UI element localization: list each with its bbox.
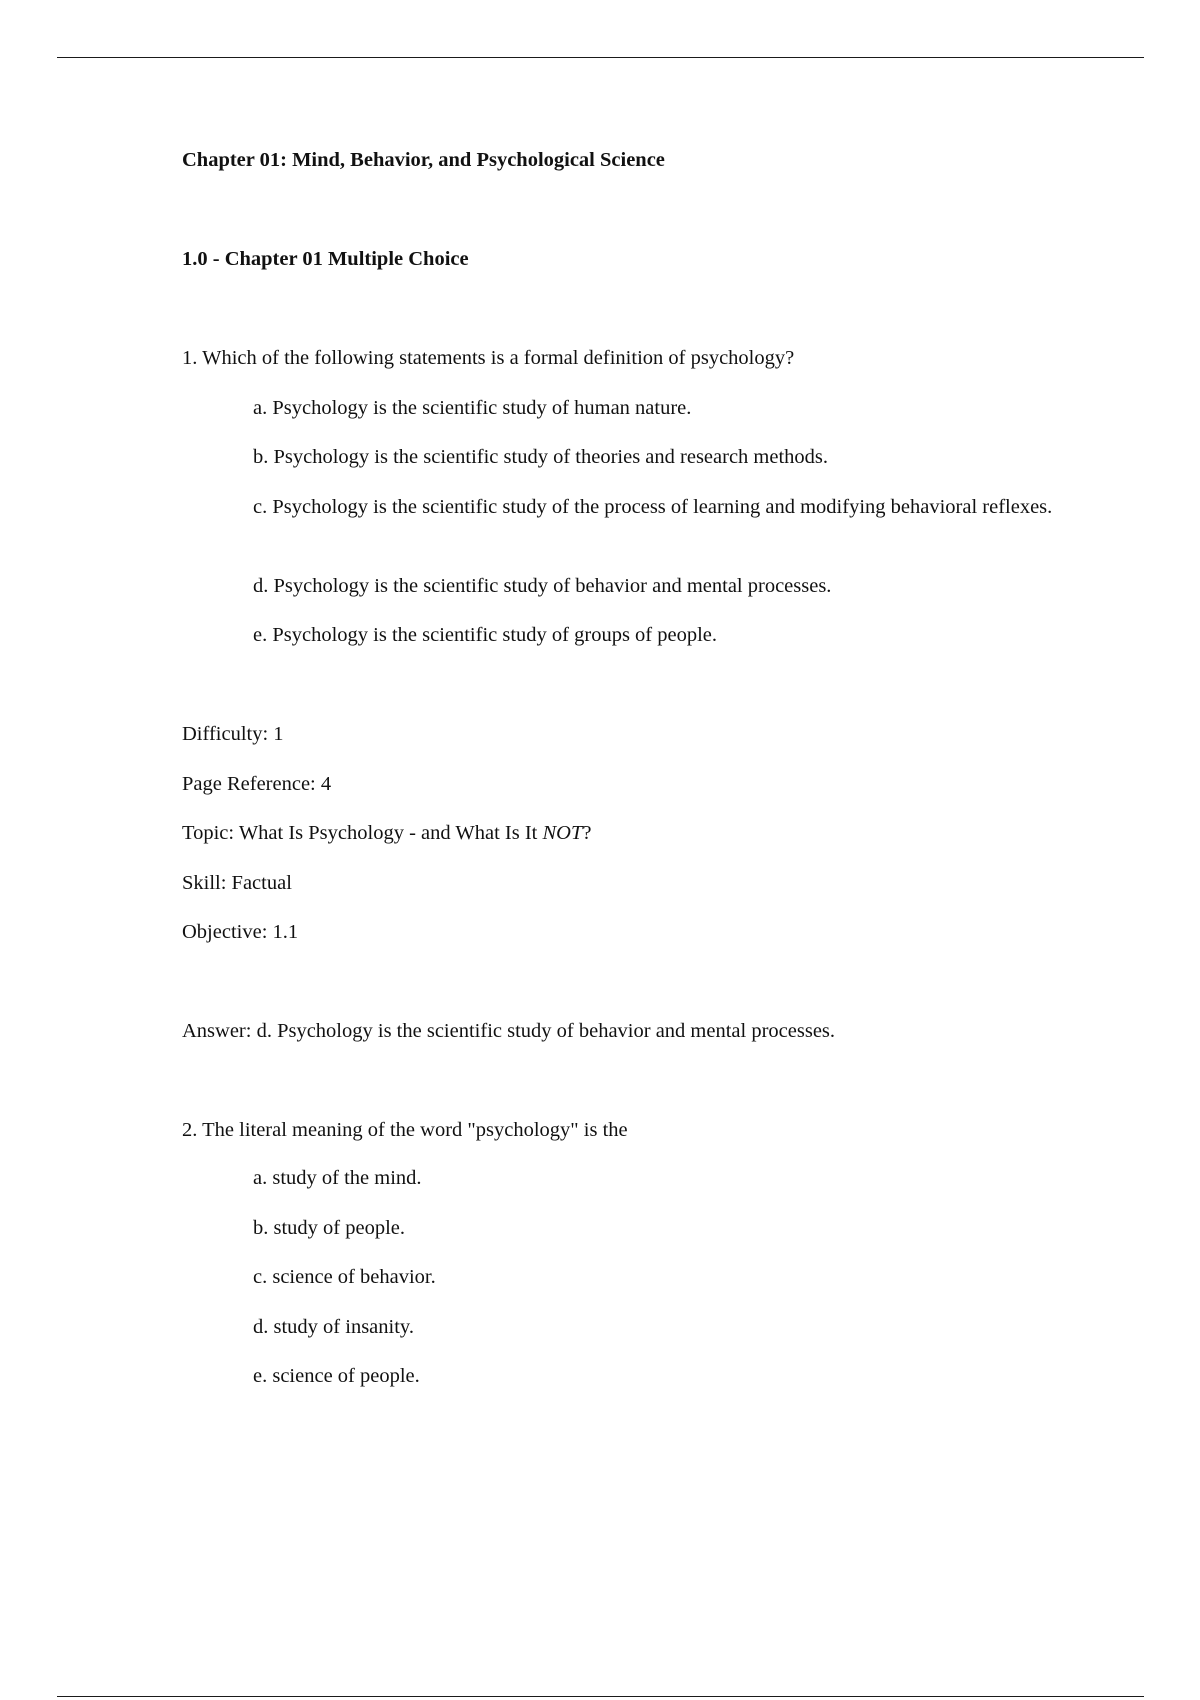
- question-2-option-d: d. study of insanity.: [253, 1316, 414, 1338]
- question-1-difficulty: Difficulty: 1: [182, 723, 284, 745]
- question-2-option-e: e. science of people.: [253, 1365, 420, 1387]
- question-2-stem: 2. The literal meaning of the word "psychology" is the: [182, 1119, 628, 1141]
- topic-suffix: ?: [582, 822, 592, 844]
- question-1-stem: 1. Which of the following statements is a formal definition of psychology?: [182, 347, 795, 369]
- bottom-rule: [57, 1696, 1144, 1697]
- question-1-option-c: c. Psychology is the scientific study of the process of learning and modifying behavioral reflexes.: [253, 496, 1053, 518]
- question-2-option-b: b. study of people.: [253, 1217, 406, 1239]
- question-1-option-e: e. Psychology is the scientific study of groups of people.: [253, 624, 718, 646]
- question-1-objective: Objective: 1.1: [182, 921, 299, 943]
- topic-emphasis: NOT: [542, 822, 583, 844]
- question-1-option-b: b. Psychology is the scientific study of theories and research methods.: [253, 446, 829, 468]
- question-1-skill: Skill: Factual: [182, 872, 292, 894]
- question-1-topic: [182, 819, 591, 847]
- section-title: 1.0 - Chapter 01 Multiple Choice: [182, 248, 469, 270]
- chapter-title: Chapter 01: Mind, Behavior, and Psychological Science: [182, 149, 665, 171]
- topic-prefix: Topic: What Is Psychology - and What Is It: [182, 822, 543, 844]
- question-1-page-reference: Page Reference: 4: [182, 773, 332, 795]
- question-2-option-a: a. study of the mind.: [253, 1167, 422, 1189]
- question-1-option-a: a. Psychology is the scientific study of human nature.: [253, 397, 692, 419]
- top-rule: [57, 57, 1144, 58]
- question-2-option-c: c. science of behavior.: [253, 1266, 436, 1288]
- question-1-option-d: d. Psychology is the scientific study of behavior and mental processes.: [253, 575, 832, 597]
- question-1-answer: Answer: d. Psychology is the scientific study of behavior and mental processes.: [182, 1020, 836, 1042]
